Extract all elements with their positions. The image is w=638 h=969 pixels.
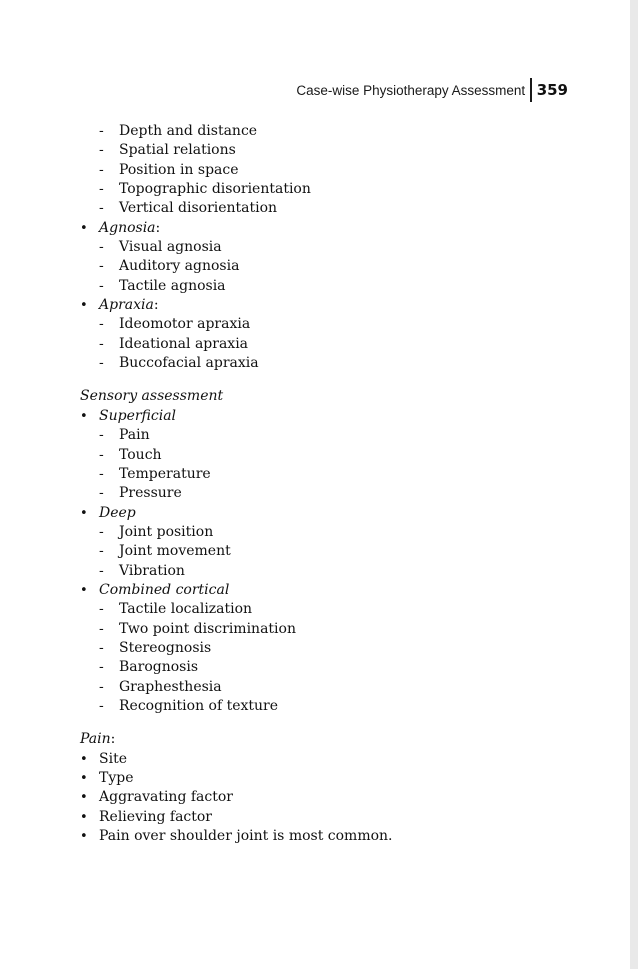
list-item: • Site — [80, 750, 600, 769]
list-item: - Tactile localization — [80, 600, 600, 619]
list-item: - Pressure — [80, 484, 600, 503]
page-body — [80, 122, 600, 846]
list-item: - Position in space — [80, 161, 600, 180]
running-head — [296, 79, 568, 101]
running-head-title: Case-wise Physiotherapy Assessment — [296, 82, 526, 98]
section-heading-sensory: Sensory assessment — [80, 388, 224, 405]
list-item: • Pain over shoulder joint is most common. — [80, 827, 600, 846]
bullet-combined-cortical: • Combined cortical — [80, 581, 600, 600]
page-edge — [630, 0, 638, 969]
list-item: - Two point discrimination — [80, 620, 600, 639]
list-item: - Auditory agnosia — [80, 257, 600, 276]
list-item: - Tactile agnosia — [80, 277, 600, 296]
list-item: - Graphesthesia — [80, 678, 600, 697]
section-heading-pain: Pain: — [80, 731, 116, 748]
list-item: - Temperature — [80, 465, 600, 484]
list-item: - Vibration — [80, 562, 600, 581]
list-item: - Spatial relations — [80, 141, 600, 160]
list-item: - Pain — [80, 426, 600, 445]
list-item: • Aggravating factor — [80, 788, 600, 807]
list-item: - Stereognosis — [80, 639, 600, 658]
list-item: - Joint movement — [80, 542, 600, 561]
list-item: - Barognosis — [80, 658, 600, 677]
list-item: - Recognition of texture — [80, 697, 600, 716]
bullet-superficial: • Superficial — [80, 407, 600, 426]
list-item: - Ideational apraxia — [80, 335, 600, 354]
bullet-agnosia: • Agnosia: — [80, 219, 600, 238]
list-item: - Touch — [80, 446, 600, 465]
list-item: - Buccofacial apraxia — [80, 354, 600, 373]
list-item: - Visual agnosia — [80, 238, 600, 257]
list-item: - Depth and distance — [80, 122, 600, 141]
page-number: 359 — [536, 81, 568, 99]
bullet-deep: • Deep — [80, 504, 600, 523]
list-item: • Type — [80, 769, 600, 788]
list-item: • Relieving factor — [80, 808, 600, 827]
list-item: - Topographic disorientation — [80, 180, 600, 199]
list-item: - Vertical disorientation — [80, 199, 600, 218]
list-item: - Joint position — [80, 523, 600, 542]
list-item: - Ideomotor apraxia — [80, 315, 600, 334]
bullet-apraxia: • Apraxia: — [80, 296, 600, 315]
